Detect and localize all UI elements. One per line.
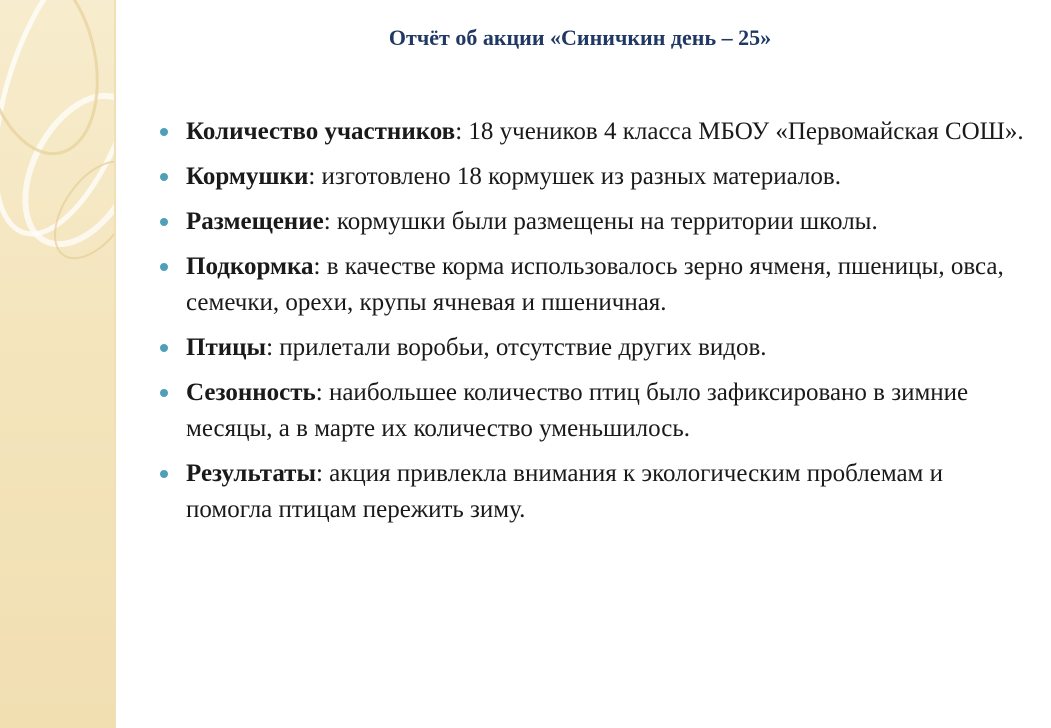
bullet-dot-icon (160, 263, 168, 271)
bullet-dot-icon (160, 470, 168, 478)
report-bullet-list (160, 114, 1030, 537)
bullet-term: Сезонность (186, 379, 316, 406)
bullet-text: : акция привлекла внимания к экологическим проблемам и помогла птицам пережить зиму. (186, 460, 944, 523)
bullet-text: : наибольшее количество птиц было зафиксировано в зимние месяцы, а в марте их количество уменьшилось. (186, 379, 969, 442)
bullet-term: Кормушки (186, 163, 309, 190)
bullet-text: : кормушки были размещены на территории школы. (323, 208, 878, 235)
bullet-text: : 18 учеников 4 класса МБОУ «Первомайская СОШ». (455, 118, 1024, 145)
bullet-text: : прилетали воробьи, отсутствие других видов. (266, 334, 767, 361)
list-item (160, 456, 1030, 528)
bullet-dot-icon (160, 173, 168, 181)
list-item (160, 114, 1030, 150)
bullet-dot-icon (160, 389, 168, 397)
list-item (160, 375, 1030, 447)
bullet-dot-icon (160, 128, 168, 136)
bullet-term: Подкормка (186, 253, 314, 280)
bullet-dot-icon (160, 344, 168, 352)
bullet-term: Размещение (186, 208, 324, 235)
decorative-side-band (0, 0, 116, 728)
bullet-term: Результаты (186, 460, 316, 487)
list-item (160, 249, 1030, 321)
bullet-dot-icon (160, 218, 168, 226)
decorative-rings-icon (0, 0, 116, 728)
list-item (160, 204, 1030, 240)
bullet-text: : изготовлено 18 кормушек из разных материалов. (308, 163, 841, 190)
bullet-text: : в качестве корма использовалось зерно ячменя, пшеницы, овса, семечки, орехи, крупы ячневая и пшеничная. (186, 253, 1004, 316)
list-item (160, 159, 1030, 195)
bullet-term: Количество участников (186, 118, 456, 145)
list-item (160, 330, 1030, 366)
bullet-term: Птицы (186, 334, 267, 361)
slide-title: Отчёт об акции «Синичкин день – 25» (388, 25, 772, 50)
